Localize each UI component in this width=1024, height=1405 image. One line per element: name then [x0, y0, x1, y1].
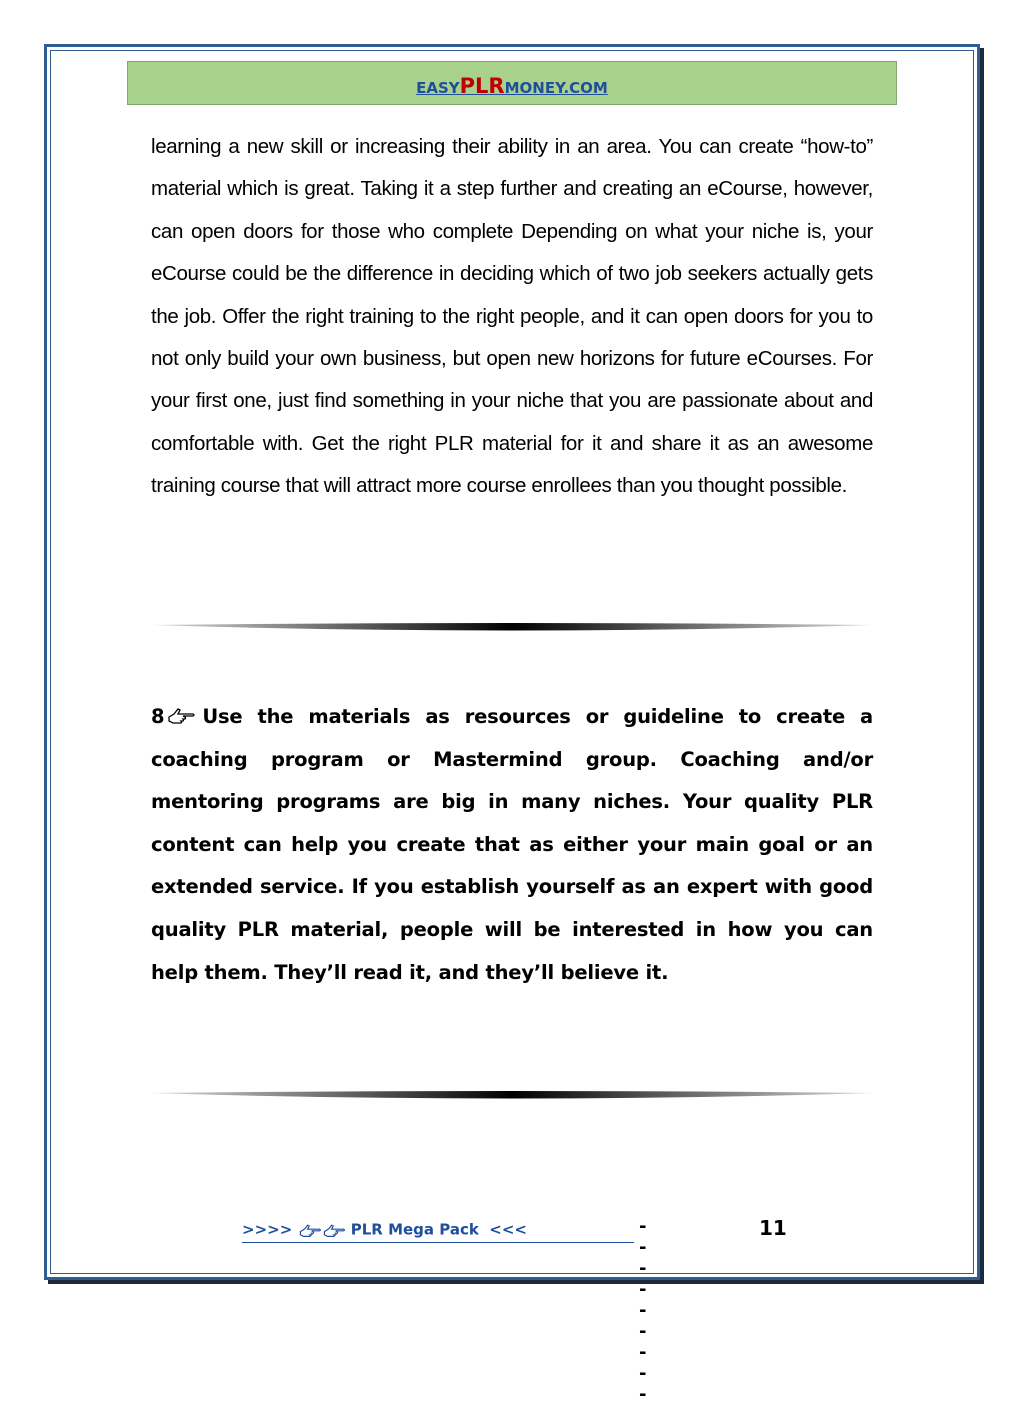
pointing-hand-icon — [166, 704, 196, 726]
footer-dashes: --------- — [639, 1216, 647, 1405]
body-paragraph: learning a new skill or increasing their ability in an area. You can create “how-to” material which is great. Taking it a step further and creating an eCourse, however, can open doors for those who complete Depending on what your niche is, your eCourse could be the difference in deciding which of two job seekers actually gets the job. Offer the right training to the right people, and it can open doors for you to not only build your own business, but open new horizons for future eCourses. For your first one, just find something in your niche that you are passionate about and comfortable with. Get the right PLR material for it and share it as an awesome training course that will attract more course enrollees than you thought possible. — [151, 135, 873, 498]
plr-mega-pack-link[interactable] — [242, 1220, 634, 1243]
page-number: 11 — [759, 1216, 787, 1240]
page-frame-shadow-bottom — [48, 1280, 984, 1284]
section-divider — [150, 1090, 874, 1100]
site-title-highlight: PLR — [459, 74, 505, 98]
tip-number: 8 — [151, 705, 165, 728]
pointing-hand-icon — [322, 1221, 346, 1239]
page-frame-shadow-right — [980, 48, 984, 1284]
header-banner — [127, 61, 897, 105]
tip-8-paragraph — [151, 696, 873, 994]
footer-link-suffix: <<< — [489, 1220, 528, 1239]
section-divider — [150, 622, 874, 632]
site-title-link[interactable] — [416, 74, 608, 98]
footer-link-prefix: >>>> — [242, 1220, 293, 1239]
pointing-hand-icon — [298, 1221, 322, 1239]
tip-text: Use the materials as resources or guideline to create a coaching program or Mastermind group. Coaching and/or mentoring programs are big in many niches. Your quality PLR content can help you create that as either your main goal or an extended service. If you establish yourself as an expert with good quality PLR material, people will be interested in how you can help them. They’ll read it, and they’ll believe it. — [151, 705, 873, 984]
site-title-suffix: MONEY.COM — [504, 79, 608, 97]
footer-link-text: PLR Mega Pack — [350, 1220, 479, 1239]
site-title-prefix: EASY — [416, 79, 460, 97]
